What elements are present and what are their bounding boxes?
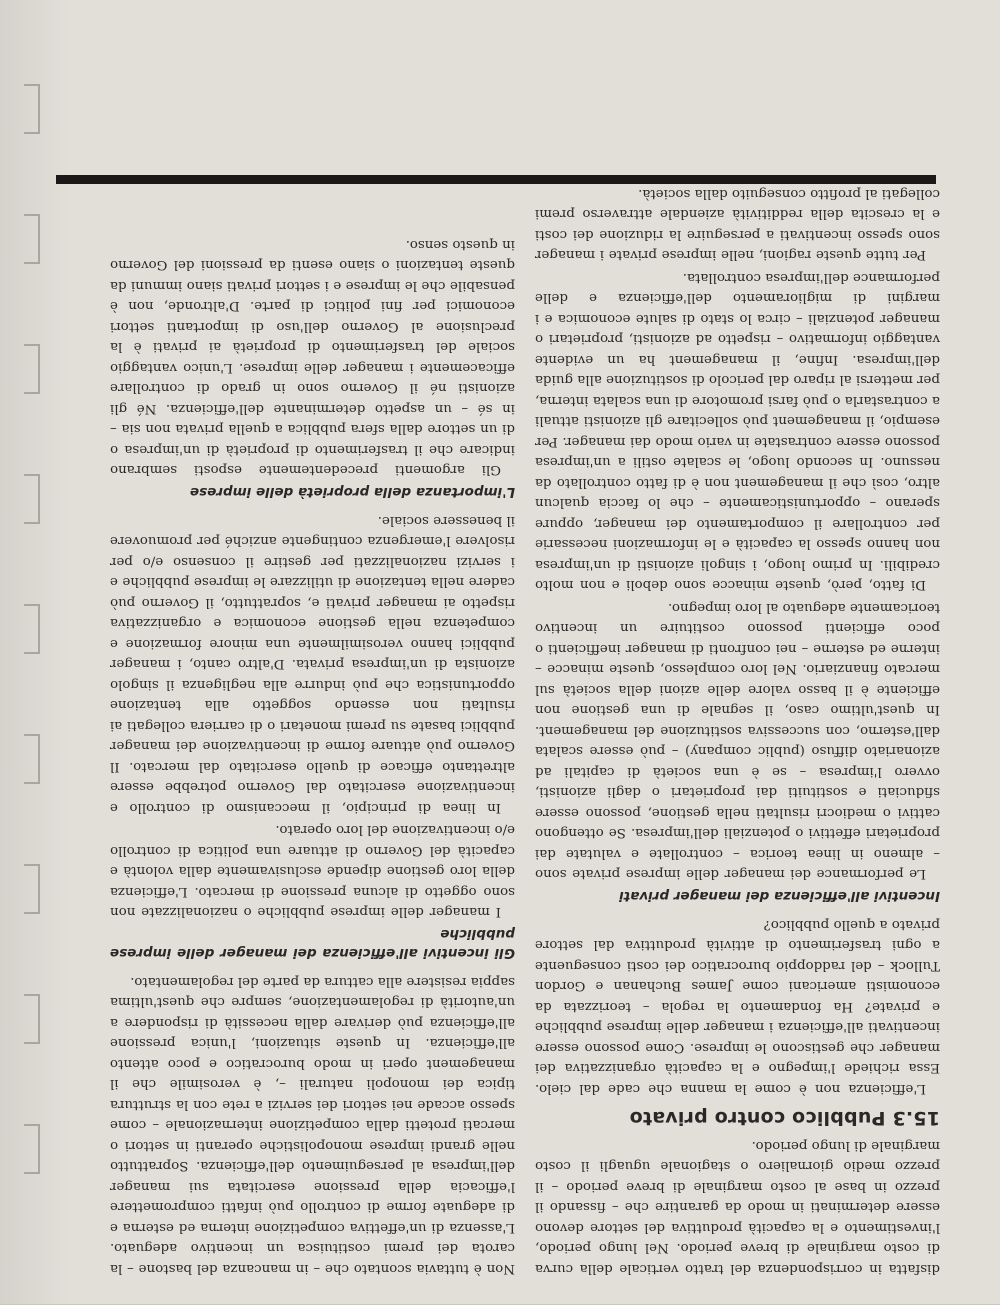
subheading: Gli incentivi all'efficienza dei manager delle imprese pubbliche	[110, 926, 515, 962]
paragraph: In linea di principio, il meccanismo di controllo e incentivazione esercitato dal Governo potrebbe essere altrettanto efficace di quello esercitato dal mercato. Il Governo può attuare forme di incentivazione dei manager pubblici basate su premi monetari o di carriera collegati ai risultati non essendo soggetto alla tentazione opportunistica che può indurre alla negligenza il singolo azionista di un'impresa privata. D'altro canto, i manager pubblici hanno verosimilmente una minore formazione e competenza nella gestione economica e organizzativa rispetto ai manager privati e, soprattutto, il Governo può cadere nella tentazione di utilizzare le imprese pubbliche e i servizi nazionalizzati per gestire il consenso e/o per risolvere l'emergenza contingente anziché per promuovere il benessere sociale.	[110, 513, 515, 815]
paragraph: Non è tuttavia scontato che – in mancanza del bastone – la carota dei premi costituisca un incentivo adeguato. L'assenza di un'effettiva competizione interna ed esterna e di adeguate forme di controllo può infatti compromettere l'efficacia della pressione esercitata sui manager dell'impresa al perseguimento dell'efficienza. Soprattutto nelle grandi imprese monopolistiche operanti in settori o mercati protetti dalla competizione internazionale – come spesso accade nei settori dei servizi a rete con la struttura tipica dei monopoli naturali –, è verosimile che il management operi in modo burocratico e poco attento all'efficienza. In queste situazioni, l'unica pressione all'efficienza può derivare dalla necessità di rispondere a un'autorità di regolamentazione, sempre che quest'ultima sappia resistere alla cattura da parte del regolamentato.	[110, 974, 515, 1276]
section-title: 15.3 Pubblico contro privato	[629, 1107, 940, 1130]
paragraph: I manager delle imprese pubbliche o nazionalizzate non sono oggetto di alcuna pressione di mercato. L'efficienza della loro gestione dipende esclusivamente dalla volontà e capacità del Governo di attuare una politica di controllo e/o incentivazione del loro operato.	[110, 822, 515, 920]
paragraph: Le performance dei manager delle imprese private sono – almeno in linea teorica – controllate e valutate dai proprietari effettivi o potenziali dell'impresa. Se ottengono cattivi o mediocri risultati nella gestione, possono essere sfiduciati e sostituiti dai proprietari o dagli azionisti, ovvero l'impresa – se è una società di capitali ad azionariato diffuso (public company) – può essere scalata dall'esterno, con successiva sostituzione del management. In quest'ultimo caso, il segnale di una gestione non efficiente è il basso valore delle azioni della società sul mercato finanziario. Nel loro complesso, queste minacce – interne ed esterne – nei confronti di manager inefficienti o poco efficienti possono costituire un incentivo teoricamente adeguato al loro impegno.	[535, 600, 940, 882]
binder-edge	[0, 0, 70, 1304]
paragraph: Gli argomenti precedentemente esposti sembrano indicare che il trasferimento di proprietà di un'impresa o di un settore dalla sfera pubblica a quella privata non sia – in sé – un aspetto determinante dell'efficienza. Né gli azionisti né il Governo sono in grado di controllare efficacemente i manager delle imprese. L'unico vantaggio sociale del trasferimento di proprietà ai privati è la preclusione al Governo dell'uso di importanti settori economici per fini politici di parte. D'altronde, non è pensabile che le imprese e i settori privati siano immuni da queste tentazioni o siano esenti da pressioni del Governo in questo senso.	[110, 237, 515, 478]
left-column	[535, 181, 940, 1279]
paragraph: Di fatto, però, queste minacce sono deboli e non molto credibili. In primo luogo, i singoli azionisti di un'impresa non hanno spesso la capacità e le informazioni necessarie per controllare il comportamento dei manager, oppure sperano – opportunisticamente – che lo faccia qualcun altro, così che il management non è di fatto controllato da nessuno. In secondo luogo, le scalate ostili a un'impresa possono essere contrastate in vario modo dai manager. Per esempio, il management può sollecitare gli azionisti attuali a contrastarla o può farsi promotore di una scalata interna, per mettersi al riparo dal pericolo di sostituzione alla guida dell'impresa. Infine, il management ha un evidente vantaggio informativo – rispetto ad azionisti, proprietari o manager potenziali – circa lo stato di salute economica e i margini di miglioramento dell'efficienza e delle performance dell'impresa controllata.	[535, 270, 940, 593]
page-rule	[56, 175, 936, 184]
paragraph: Per tutte queste ragioni, nelle imprese private i manager sono spesso incentivati a perseguire la riduzione dei costi e la crescita della redditività aziendale attraverso premi collegati al profitto conseguito dalla società.	[535, 186, 940, 263]
subheading: Incentivi all'efficienza dei manager privati	[619, 888, 940, 905]
subheading: L'importanza della proprietà delle imprese	[189, 484, 515, 501]
right-column	[110, 232, 515, 1279]
paragraph: L'efficienza non è come la manna che cade dal cielo. Essa richiede l'impegno e la capacità organizzativa dei manager che gestiscono le imprese. Come possono essere incentivati all'efficienza i manager delle imprese pubbliche e private? Ha fondamento la regola – teorizzata da economisti americani come James Buchanan e Gordon Tullock – del raddoppio burocratico dei costi conseguente a ogni trasferimento di attività produttiva dal settore privato a quello pubblico?	[535, 917, 940, 1096]
paragraph: disfatta in corrispondenza del tratto verticale della curva di costo marginale di breve periodo. Nel lungo periodo, l'investimento e la capacità produttiva del settore devono essere determinati in modo da garantire che – fissando il prezzo in base al costo marginale di breve periodo – il prezzo medio giornaliero o stagionale uguagli il costo marginale di lungo periodo.	[535, 1138, 940, 1276]
